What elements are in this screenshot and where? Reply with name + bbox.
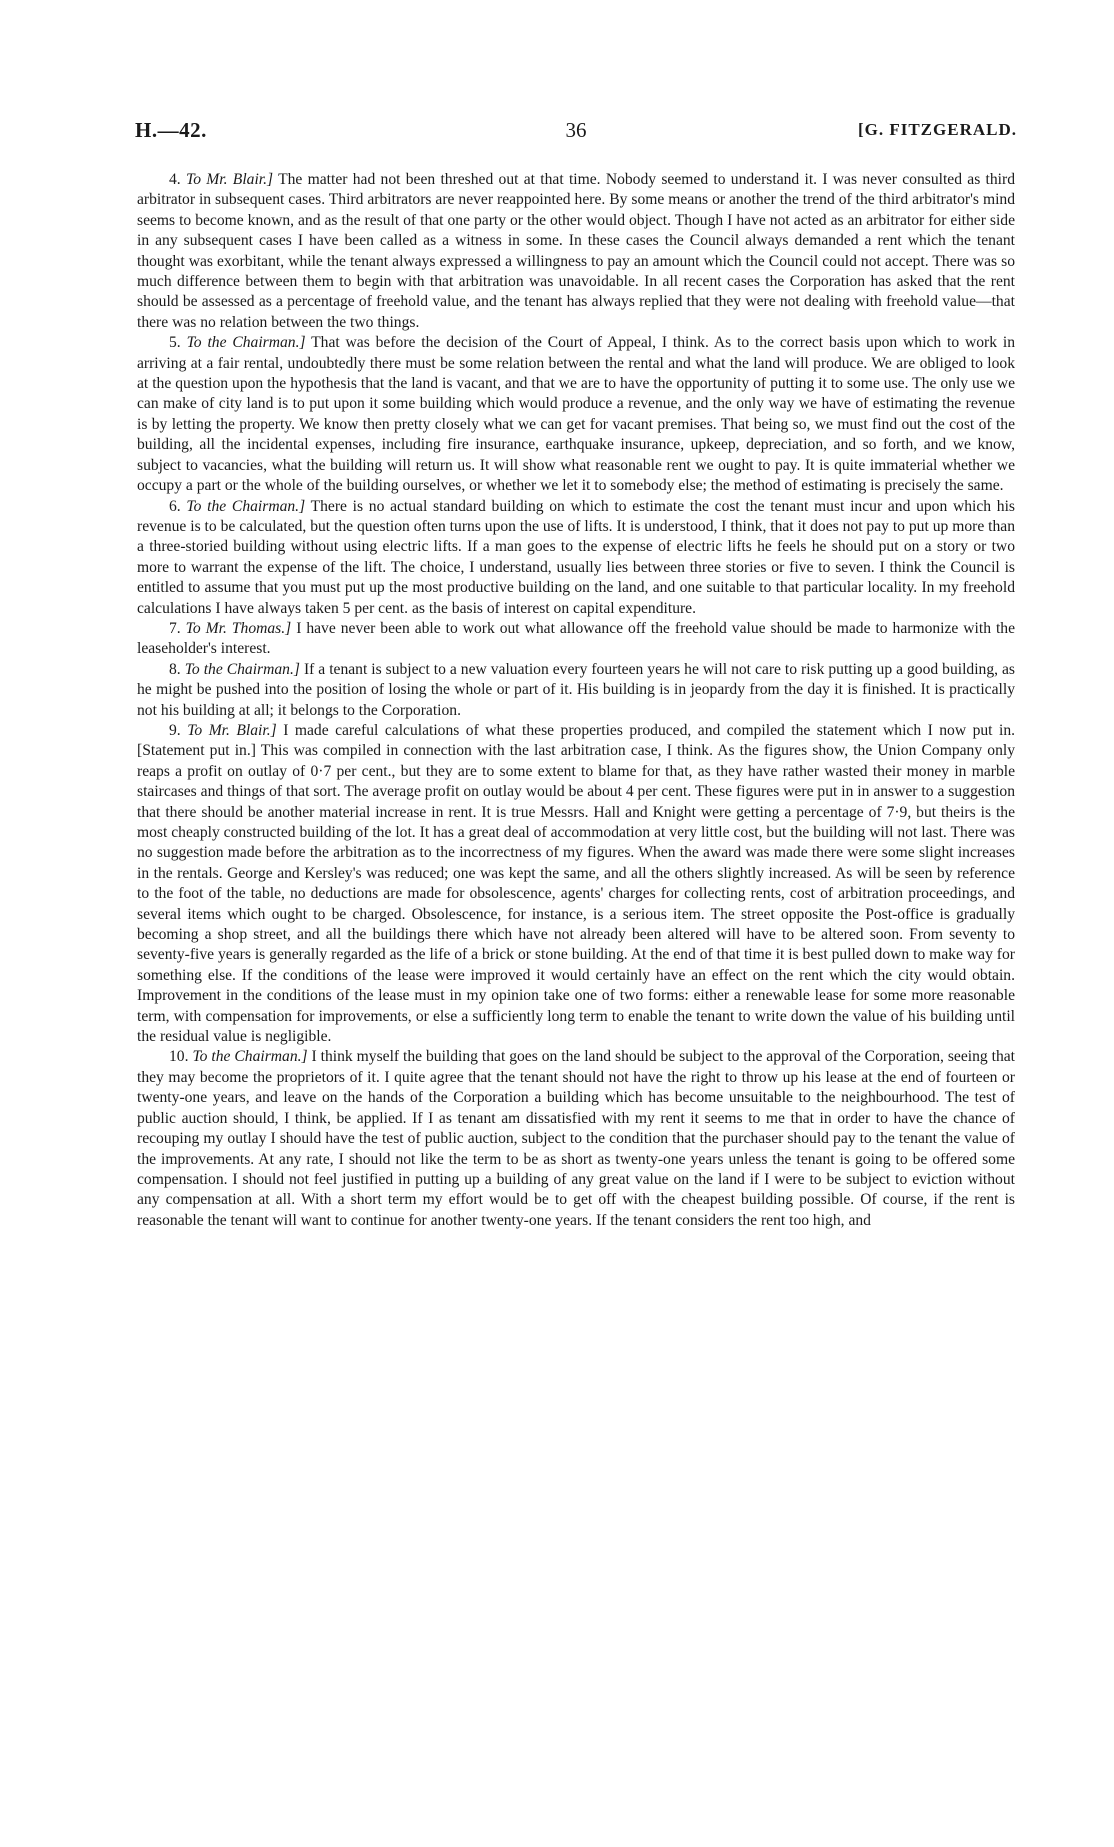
paragraph-text: That was before the decision of the Court of Appeal, I think. As to the correct basis upon which to work in arriving at a fair rental, undoubtedly there must be some relation between the rental and what the land will produce. We are obliged to look at the question upon the hypothesis that the land is vacant, and that we are to have the opportunity of putting it to some use. The only use we can make of city land is to put upon it some building which would produce a revenue, and the only way we have of estimating the revenue is by letting the property. We know then pretty closely what we can get for vacant premises. That being so, we must find out the cost of the building, all the incidental expenses, including fire insurance, earthquake insurance, upkeep, depreciation, and so forth, and we know, subject to vacancies, what the building will return us. It will show what reasonable rent we ought to pay. It is quite immaterial whether we occupy a part or the whole of the building ourselves, or whether we let it to somebody else; the method of estimating is precisely the same.: [137, 334, 1015, 495]
paragraph-9: [137, 721, 1015, 1048]
paragraph-8: [137, 660, 1015, 721]
paragraph-number: 10.: [169, 1048, 189, 1066]
paragraph-speaker: To Mr. Blair.]: [187, 721, 277, 739]
paragraph-7: [137, 619, 1015, 660]
paragraph-number: 8.: [169, 660, 181, 678]
paragraph-number: 5.: [169, 334, 181, 352]
paragraph-speaker: To Mr. Thomas.]: [185, 619, 292, 637]
paragraph-text: I think myself the building that goes on the land should be subject to the approval of the Corporation, seeing that they may become the proprietors of it. I quite agree that the tenant should not have the right to throw up his lease at the end of fourteen or twenty-one years, and leave on the hands of the Corporation a building which has become unsuitable to the neighbourhood. The test of public auction should, I think, be applied. If I as tenant am dissatisfied with my rent it seems to me that in order to have the chance of recouping my outlay I should have the test of public auction, subject to the condition that the purchaser should pay to the tenant the value of the improvements. At any rate, I should not like the term to be as short as twenty-one years unless the tenant is going to be offered some compensation. I should not feel justified in putting up a building of any great value on the land if I were to be subject to eviction without any compensation at all. With a short term my effort would be to get off with the cheapest building possible. Of course, if the rent is reasonable the tenant will want to continue for another twenty-one years. If the tenant considers the rent too high, and: [137, 1048, 1015, 1229]
paragraph-text: I made careful calculations of what these properties produced, and compiled the statement which I now put in. [Statement put in.] This was compiled in connection with the last arbitration case, I think. As the figures show, the Union Company only reaps a profit on outlay of 0·7 per cent., but they are to some extent to blame for that, as they have rather wasted their money in marble staircases and things of that sort. The average profit on outlay would be about 4 per cent. These figures were put in in answer to a suggestion that there should be another material increase in rent. It is true Messrs. Hall and Knight were getting a percentage of 7·9, but theirs is the most cheaply constructed building of the lot. It has a great deal of accommodation at very little cost, but the building will not last. There was no suggestion made before the arbitration as to the incorrectness of my figures. When the award was made there were some slight increases in the rentals. George and Kersley's was reduced; one was kept the same, and all the others slightly increased. As will be seen by reference to the foot of the table, no deductions are made for obsolescence, agents' charges for collecting rents, cost of arbitration proceedings, and several items which ought to be charged. Obsolescence, for instance, is a serious item. The street opposite the Post-office is gradually becoming a shop street, and all the buildings there which have not already been altered will have to be altered soon. From seventy to seventy-five years is generally regarded as the life of a brick or stone building. At the end of that time it is best pulled down to make way for something else. If the conditions of the lease were improved it would certainly have an effect on the rent which the city would obtain. Improvement in the conditions of the lease must in my opinion take one of two forms: either a renewable lease for some more reasonable term, with compensation for improvements, or else a sufficiently long term to enable the tenant to write down the value of his building until the residual value is negligible.: [137, 721, 1016, 1046]
document-reference: H.—42.: [135, 118, 207, 142]
paragraph-5: [137, 333, 1015, 496]
paragraph-text: There is no actual standard building on which to estimate the cost the tenant must incur and upon which his revenue is to be calculated, but the question often turns upon the use of lifts. It is understood, I think, that it does not pay to put up more than a three-storied building without using electric lifts. If a man goes to the expense of electric lifts he feels he should put on a story or two more to warrant the expense of the lift. The choice, I understand, usually lies between three stories or five to seven. I think the Council is entitled to assume that you must put up the most productive building on the land, and one suitable to that particular locality. In my freehold calculations I have always taken 5 per cent. as the basis of interest on capital expenditure.: [137, 497, 1015, 617]
paragraph-10: [137, 1047, 1015, 1231]
paragraph-text: The matter had not been threshed out at that time. Nobody seemed to understand it. I was never consulted as third arbitrator in subsequent cases. Third arbitrators are never reappointed here. By some means or another the trend of the third arbitrator's mind seems to become known, and as the result of that one party or the other would object. Though I have not acted as an arbitrator for either side in any subsequent cases I have been called as a witness in some. In these cases the Council always demanded a rent which the tenant thought was exorbitant, while the tenant always expressed a willingness to pay an amount which the Council could not accept. There was so much difference between them to begin with that arbitration was unavoidable. In all recent cases the Corporation has asked that the rent should be assessed as a percentage of freehold value, and the tenant has always replied that they were not dealing with freehold value—that there was no relation between the two things.: [137, 171, 1015, 331]
paragraph-number: 6.: [169, 497, 181, 515]
document-body: [137, 170, 1015, 1231]
paragraph-number: 9.: [169, 721, 181, 739]
paragraph-speaker: To the Chairman.]: [186, 334, 306, 352]
paragraph-number: 4.: [169, 171, 181, 188]
paragraph-text: I have never been able to work out what allowance off the freehold value should be made to harmonize with the leaseholder's interest.: [137, 619, 1016, 658]
page-header: [135, 118, 1017, 148]
paragraph-number: 7.: [169, 619, 181, 637]
paragraph-speaker: To the Chairman.]: [186, 497, 306, 515]
paragraph-4: [137, 170, 1015, 333]
paragraph-speaker: To the Chairman.]: [184, 660, 300, 678]
witness-name: [G. FITZGERALD.: [857, 120, 1017, 139]
paragraph-6: [137, 497, 1015, 619]
paragraph-speaker: To Mr. Blair.]: [185, 171, 274, 188]
paragraph-text: If a tenant is subject to a new valuation every fourteen years he will not care to risk putting up a good building, as he might be pushed into the position of losing the whole or part of it. His building is in jeopardy from the day it is finished. It is practically not his building at all; it belongs to the Corporation.: [137, 660, 1015, 719]
paragraph-speaker: To the Chairman.]: [192, 1048, 308, 1066]
page-number: 36: [565, 118, 587, 142]
